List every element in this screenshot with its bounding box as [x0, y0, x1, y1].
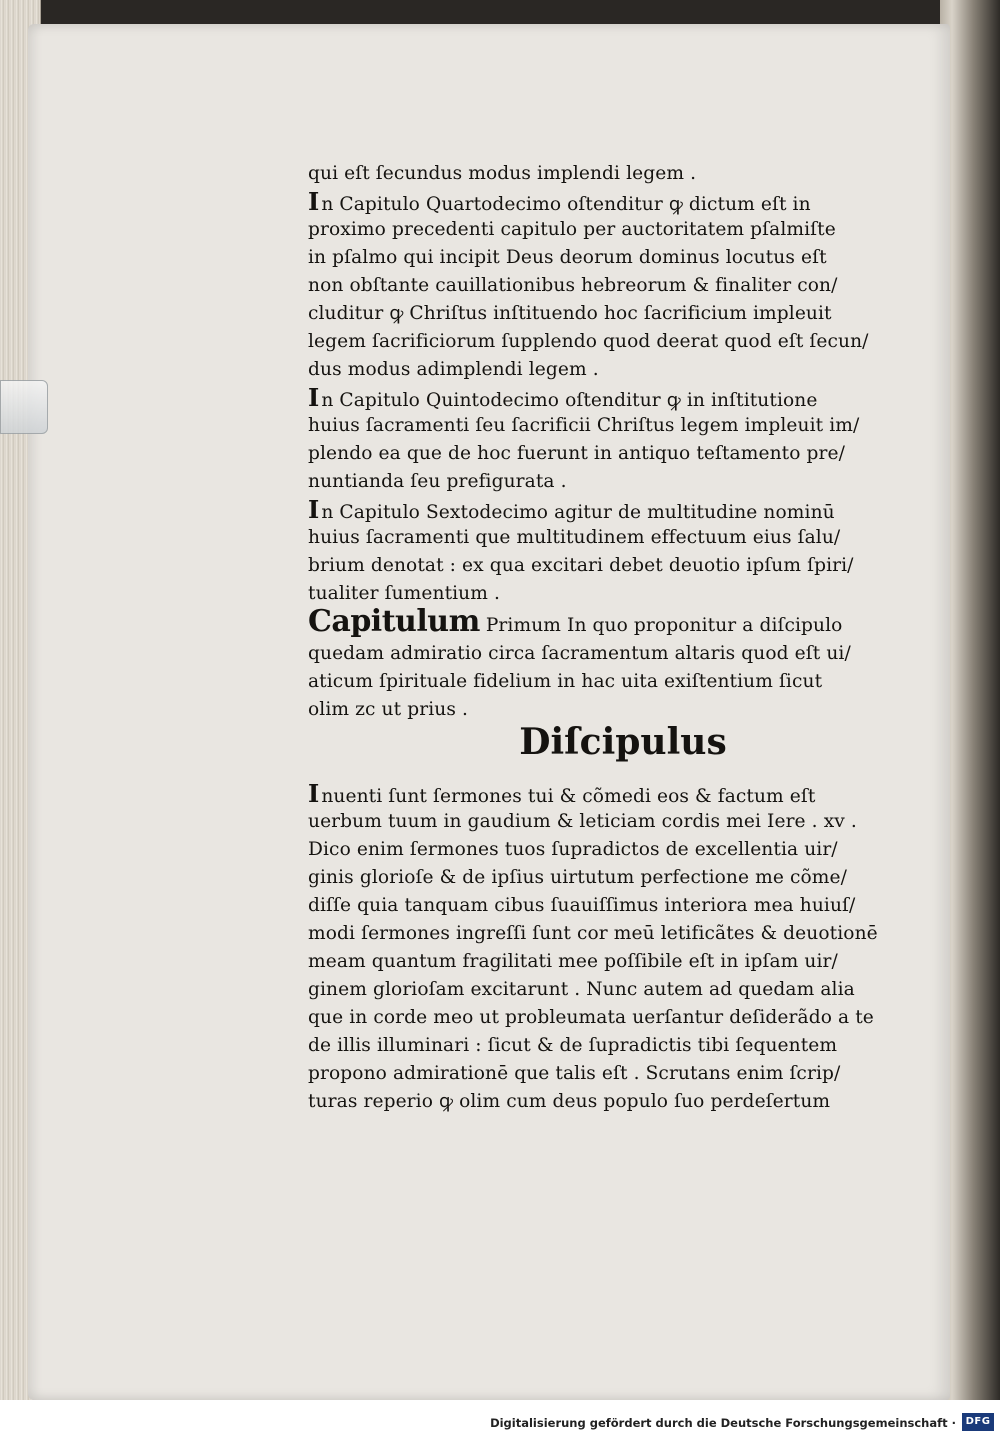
discipulus-heading-wrap [308, 721, 868, 780]
page-text [308, 160, 878, 1116]
text-line: in pſalmo qui incipit Deus deorum dominus locutus eſt [308, 247, 827, 268]
text-line: proximo precedenti capitulo per auctoritatem pſalmiſte [308, 219, 836, 240]
text-line: diſſe quia tanquam cibus ſuauiſſimus interiora mea huiuſ/ [308, 895, 856, 916]
text-line: turas reperio ꝙ olim cum deus populo ſuo perdeſertum [308, 1091, 831, 1112]
text-line: brium denotat : ex qua excitari debet deuotio ipſum ſpiri/ [308, 555, 854, 576]
footer-bar [0, 1400, 1000, 1444]
text-line: dus modus adimplendi legem . [308, 359, 599, 380]
text-part-1 [308, 160, 868, 608]
text-line: legem ſacrificiorum ſupplendo quod deerat quod eſt ſecun/ [308, 331, 869, 352]
text-line: I nuenti ſunt ſermones tui & cõmedi eos & factum eſt [308, 779, 816, 808]
book-tab-marker [0, 380, 48, 434]
capitulum-line-text: Primum In quo proponitur a diſcipulo [485, 615, 843, 636]
text-line: I n Capitulo Quartodecimo oſtenditur ꝙ dictum eſt in [308, 187, 811, 216]
discipulus-heading: Diſcipulus [519, 721, 727, 763]
text-line: huius ſacramenti ſeu ſacrificii Chriſtus legem impleuit im/ [308, 415, 860, 436]
text-line: uerbum tuum in gaudium & leticiam cordis mei Iere . xv . [308, 811, 857, 832]
text-line: quedam admiratio circa ſacramentum altaris quod eſt ui/ [308, 643, 851, 664]
text-line: propono admirationē que talis eſt . Scrutans enim ſcrip/ [308, 1063, 841, 1084]
initial-letter: I [308, 187, 320, 216]
text-line: qui eſt ſecundus modus implendi legem . [308, 163, 697, 184]
initial-letter: I [308, 779, 320, 808]
text-line: huius ſacramenti que multitudinem effectuum eius ſalu/ [308, 527, 841, 548]
initial-letter: I [308, 495, 320, 524]
text-line: I n Capitulo Quintodecimo oſtenditur ꝙ in inſtitutione [308, 383, 818, 412]
text-line: tualiter ſumentium . [308, 583, 501, 604]
capitulum-first-line [308, 604, 868, 640]
text-line: Dico enim ſermones tuos ſupradictos de excellentia uir/ [308, 839, 838, 860]
text-line: modi ſermones ingreſſi ſunt cor meū letificãtes & deuotionē [308, 923, 878, 944]
text-line: meam quantum fragilitati mee poſſibile eſt in ipſam uir/ [308, 951, 838, 972]
initial-letter: I [308, 383, 320, 412]
text-line: cluditur ꝙ Chriſtus inſtituendo hoc ſacrificium impleuit [308, 303, 832, 324]
text-line: de illis illuminari : ſicut & de ſupradictis tibi ſequentem [308, 1035, 838, 1056]
text-line: I n Capitulo Sextodecimo agitur de multitudine nominū [308, 495, 835, 524]
text-line: aticum ſpirituale fidelium in hac uita exiſtentium ſicut [308, 671, 823, 692]
text-line: ginem glorioſam excitarunt . Nunc autem ad quedam alia [308, 979, 855, 1000]
text-line: ginis glorioſe & de ipſius uirtutum perfectione me cõme/ [308, 867, 847, 888]
text-line: plendo ea que de hoc fuerunt in antiquo teſtamento pre/ [308, 443, 845, 464]
text-line: non obſtante cauillationibus hebreorum & finaliter con/ [308, 275, 838, 296]
dfg-logo-icon: DFG [962, 1413, 994, 1431]
footer-credit: Digitalisierung gefördert durch die Deutsche Forschungsgemeinschaft · [490, 1416, 956, 1430]
text-line: olim zc ut prius . [308, 699, 468, 720]
text-part-2 [308, 779, 878, 1116]
text-line: que in corde meo ut probleumata uerſantur deſiderãdo a te [308, 1007, 874, 1028]
text-line: nuntianda ſeu prefigurata . [308, 471, 567, 492]
capitulum-heading: Capitulum [308, 604, 480, 639]
